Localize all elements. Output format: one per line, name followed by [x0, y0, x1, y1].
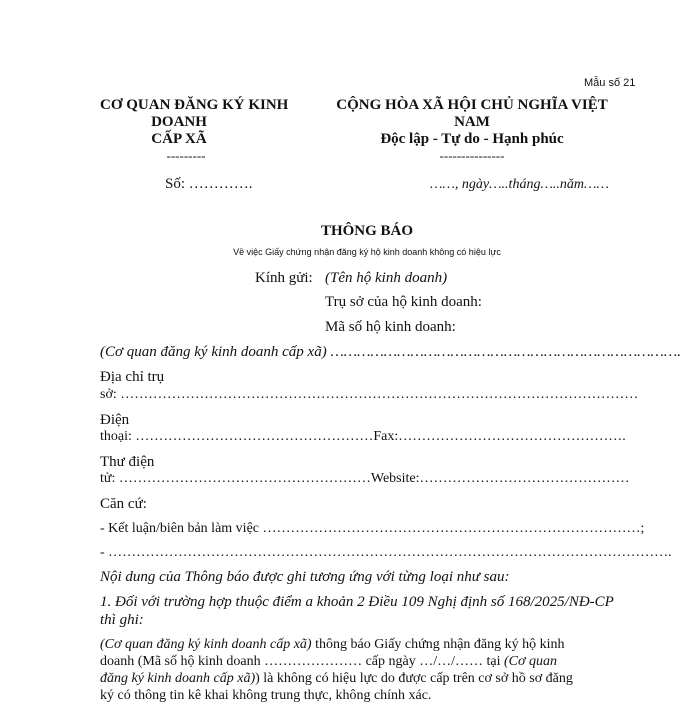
paragraph-agency: (Cơ quan đăng ký kinh doanh cấp xã) — [100, 637, 312, 652]
document-subtitle: Về việc Giấy chứng nhận đăng ký hộ kinh doanh không có hiệu lực — [233, 247, 501, 257]
paragraph-agency: (Cơ quan — [504, 654, 557, 669]
national-header — [332, 97, 612, 148]
document-title: THÔNG BÁO — [320, 223, 414, 239]
agency-header — [100, 97, 289, 148]
address-field: sở: ………………………………………………………………………………………………… — [100, 387, 639, 402]
basis-item-2: - …………………………………………………………………………………………………………. — [100, 545, 672, 560]
paragraph-text: ) là không có hiệu lực do được cấp trên cơ sở hồ sơ đăng — [255, 671, 573, 686]
agency-header-line1: CƠ QUAN ĐĂNG KÝ KINH — [100, 97, 289, 113]
email-website-field: tử: ………………………………………………Website:……………………………………… — [100, 471, 630, 486]
paragraph-line-3 — [100, 671, 573, 687]
paragraph-text: thông báo Giấy chứng nhận đăng ký hộ kinh — [311, 637, 565, 652]
recipient-name: (Tên hộ kinh doanh) — [325, 270, 448, 286]
paragraph-line-1 — [100, 637, 565, 653]
phone-fax-field: thoại: ……………………………………………Fax:…………………………………………. — [100, 429, 626, 444]
paragraph-text: doanh (Mã số hộ kinh doanh ………………… cấp ngày …/…/…… tại — [100, 654, 505, 669]
agency-header-line2: DOANH — [151, 114, 207, 130]
address-label: Địa chỉ trụ — [100, 369, 165, 385]
paragraph-agency: đăng ký kinh doanh cấp xã) — [100, 671, 256, 686]
email-label: Thư điện — [100, 454, 155, 470]
case1-heading-cont: thì ghi: — [100, 612, 144, 628]
paragraph-line-4: ký có thông tin kê khai không trung thực, không chính xác. — [100, 688, 432, 703]
agency-header-line3: CẤP XÃ — [151, 131, 207, 147]
document-number: Số: …………. — [165, 176, 253, 192]
phone-label: Điện — [100, 412, 130, 428]
agency-divider: --------- — [166, 148, 206, 163]
recipient-code: Mã số hộ kinh doanh: — [325, 319, 456, 335]
agency-line: (Cơ quan đăng ký kinh doanh cấp xã) ……………………………………………………………………. — [100, 344, 681, 360]
motto: Độc lập - Tự do - Hạnh phúc — [380, 131, 564, 147]
recipient-label: Kính gửi: — [255, 270, 313, 286]
document-date: ……, ngày…..tháng…..năm…… — [430, 177, 609, 192]
national-header-line1: CỘNG HÒA XÃ HỘI CHỦ NGHĨA VIỆT — [336, 97, 608, 113]
basis-item-1: - Kết luận/biên bản làm việc ………………………………………………………………………; — [100, 521, 645, 536]
national-divider: --------------- — [439, 148, 505, 163]
basis-label: Căn cứ: — [100, 496, 147, 512]
form-code: Mẫu số 21 — [584, 77, 636, 89]
national-header-line2: NAM — [454, 114, 490, 130]
case1-heading: 1. Đối với trường hợp thuộc điểm a khoản 2 Điều 109 Nghị định số 168/2025/NĐ-CP — [100, 594, 614, 610]
recipient-address: Trụ sở của hộ kinh doanh: — [325, 294, 482, 310]
content-note: Nội dung của Thông báo được ghi tương ứng với từng loại như sau: — [100, 569, 510, 585]
paragraph-line-2 — [100, 654, 557, 670]
